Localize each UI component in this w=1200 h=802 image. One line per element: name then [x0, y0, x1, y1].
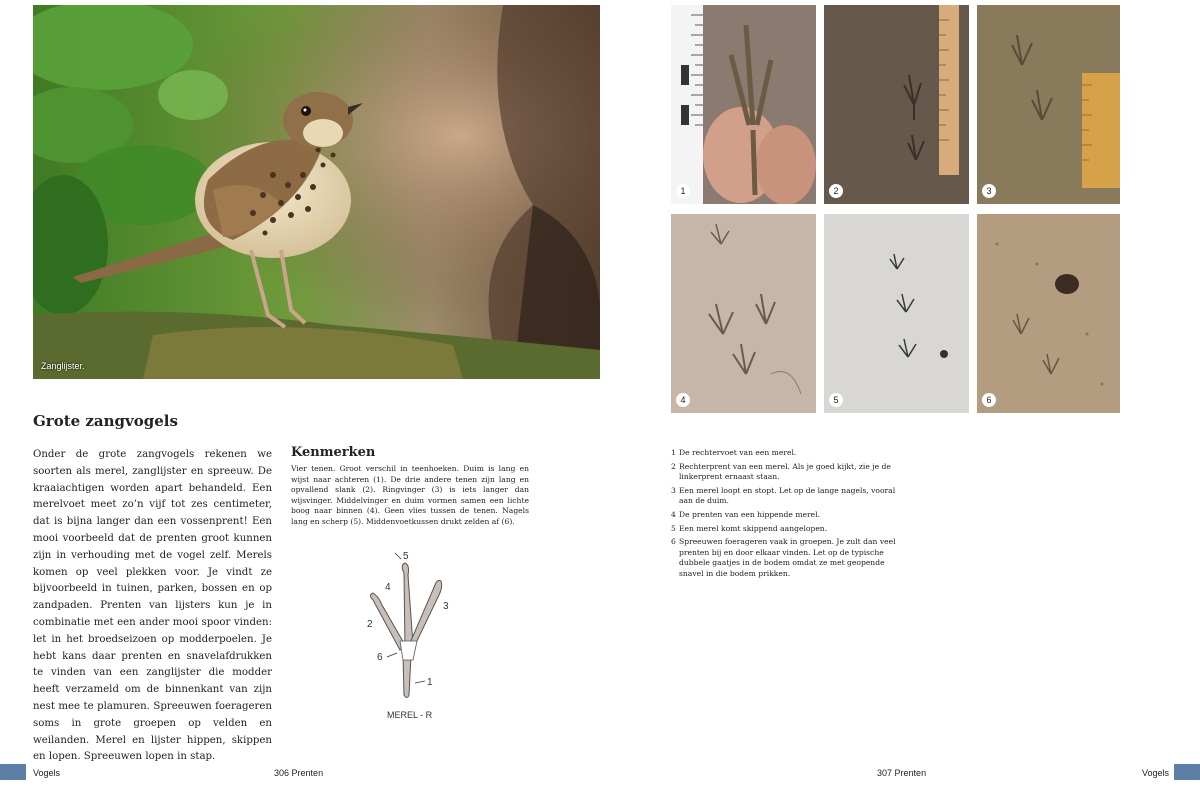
kenmerken-text: Vier tenen. Groot verschil in teenhoeken. Duim is lang en wijst naar achteren (1). De drie andere tenen zijn lang en opvallend slank (2). Ringvinger (3) is iets langer dan wijsvinger. Middelvinger en duim vormen samen een lichte boog naar binnen (4). Geen vlies tussen de tenen. Nagels lang en scherp (5). Middenvoetkussen drukt zelden af (6).: [291, 464, 529, 526]
footprint-sketch: [355, 545, 465, 725]
sketch-number-3: 3: [443, 601, 449, 612]
footer-page-number-right: 307: [877, 768, 893, 778]
hero-photo-song-thrush: [33, 5, 600, 379]
footer-page-number-left: 306: [274, 768, 290, 778]
photo-number-6: 6: [982, 393, 996, 407]
sketch-number-4: 4: [385, 582, 391, 593]
song-thrush-illustration: [33, 5, 600, 379]
sketch-number-6: 6: [377, 652, 383, 663]
track-photo-2: [824, 5, 969, 204]
photo-number-5: 5: [829, 393, 843, 407]
footer-chapter-left: Prenten: [291, 768, 324, 778]
caption-item: 6 Spreeuwen foerageren vaak in groepen. Je zult dan veel prenten bij en door elkaar vinden. Let op de typische dubbele gaatjes in de bodem omdat ze met geopende snavel in die bodem prikken.: [671, 537, 896, 578]
kenmerken-title: Kenmerken: [291, 445, 376, 460]
sketch-number-5: 5: [403, 551, 409, 562]
body-text: Onder de grote zangvogels rekenen we soorten als merel, zanglijster en spreeuw. De kraaiachtigen worden apart behandeld. Een merelvoet meet zo’n vijf tot zes centimeter, dat is bijna langer dan een vossenprent! Een mooi voorbeeld dat de prenten groot kunnen zijn in verhouding met de vogel zelf. Merels komen op veel plekken voor. Je vindt ze bijvoorbeeld in tuinen, parken, bossen en op zandpaden. Prenten van lijsters kun je in combinatie met een ander mooi spoor vinden: let in het broedseizoen op modderpoelen. Je hebt kans daar prenten en snavelafdrukken te vinden van een zanglijster die modder heeft verzameld om de binnenkant van zijn nest mee te plamuren. Spreeuwen foerageren soms in grote groepen op velden en weilanden. Merel en lijster hippen, skippen en lopen. Spreeuwen lopen in stap.: [33, 449, 272, 763]
footer-page-left: [274, 768, 323, 778]
track-photo-1: [671, 5, 816, 204]
photo-number-3: 3: [982, 184, 996, 198]
footer-tab-left: [0, 764, 26, 780]
footer-section-left: Vogels: [33, 768, 61, 778]
footer-section-right: Vogels: [1142, 768, 1170, 778]
sketch-number-2: 2: [367, 619, 373, 630]
footer-tab-right: [1174, 764, 1200, 780]
track-photo-3: [977, 5, 1120, 204]
sketch-number-1: 1: [427, 677, 433, 688]
caption-item: 1 De rechtervoet van een merel.: [671, 448, 797, 457]
photo-number-2: 2: [829, 184, 843, 198]
photo-captions: [671, 448, 911, 583]
caption-item: 5 Een merel komt skippend aangelopen.: [671, 523, 828, 533]
track-photo-6: [977, 214, 1120, 413]
photo-number-1: 1: [676, 184, 690, 198]
section-title: Grote zangvogels: [33, 412, 178, 430]
track-photo-5: [824, 214, 969, 413]
sketch-label: MEREL - R: [387, 710, 433, 720]
hero-caption: Zanglijster.: [41, 361, 85, 371]
footer-page-right: [877, 768, 926, 778]
caption-item: 4 De prenten van een hippende merel.: [671, 509, 820, 519]
track-photo-4: [671, 214, 816, 413]
footer-chapter-right: Prenten: [894, 768, 927, 778]
caption-item: 3 Een merel loopt en stopt. Let op de lange nagels, vooral aan de duim.: [671, 485, 896, 506]
caption-item: 2 Rechterprent van een merel. Als je goed kijkt, zie je de linkerprent ernaast staan.: [671, 461, 891, 482]
photo-number-4: 4: [676, 393, 690, 407]
